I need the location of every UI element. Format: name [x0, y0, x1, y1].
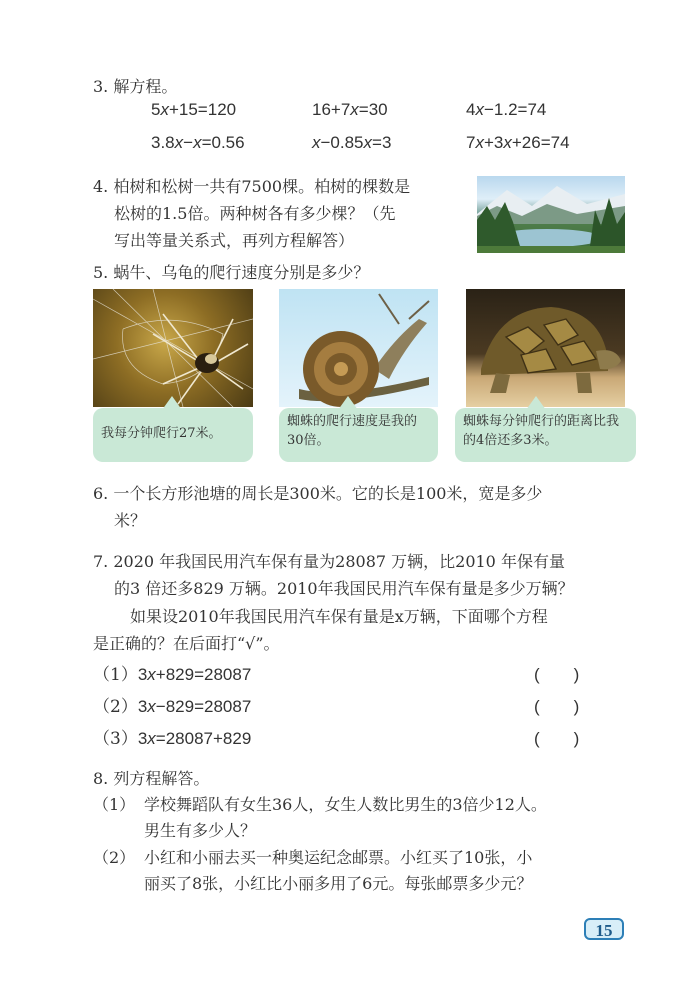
q7-line2: 的3 倍还多829 万辆。2010年我国民用汽车保有量是多少万辆？	[114, 579, 574, 598]
snail-speech-bubble	[93, 408, 253, 462]
q8-part1-number: （1）	[93, 795, 136, 814]
equation-4: 3.8x−x=0.56	[151, 133, 245, 152]
tortoise-speech-bubble	[455, 408, 636, 462]
q3-title: 3. 解方程。	[93, 77, 178, 96]
q4-line1: 4. 柏树和松树一共有7500棵。柏树的棵数是	[93, 177, 411, 196]
q7-option-3: （3）3x=28087+829	[93, 729, 252, 749]
q8-part1-line1: 学校舞蹈队有女生36人，女生人数比男生的3倍少12人。	[144, 795, 547, 814]
q8-part1-line2: 男生有多少人？	[144, 821, 257, 840]
q7-line3: 如果设2010年我国民用汽车保有量是x万辆，下面哪个方程	[130, 607, 548, 626]
q7-answer-blank-2[interactable]: ( )	[534, 697, 580, 716]
q7-line4: 是正确的？在后面打“√”。	[93, 634, 280, 653]
q7-line1: 7. 2020 年我国民用汽车保有量为28087 万辆，比2010 年保有量	[93, 552, 565, 571]
q7-option-1: （1）3x+829=28087	[93, 665, 252, 685]
equation-3: 4x−1.2=74	[466, 100, 547, 119]
q8-part2-number: （2）	[93, 848, 136, 867]
spider-photo	[93, 289, 253, 407]
q7-answer-blank-1[interactable]: ( )	[534, 665, 580, 684]
q6-line2: 米？	[114, 511, 147, 530]
q8-title: 8. 列方程解答。	[93, 769, 210, 788]
q8-part2-line1: 小红和小丽去买一种奥运纪念邮票。小红买了10张，小	[144, 848, 533, 867]
snail-photo	[279, 289, 438, 407]
equation-5: x−0.85x=3	[312, 133, 392, 152]
equation-1: 5x+15=120	[151, 100, 237, 119]
bubble-2-text: 蜘蛛的爬行速度是我的30倍。	[287, 414, 418, 448]
tortoise-photo	[466, 289, 625, 407]
q5-title: 5. 蜗牛、乌龟的爬行速度分别是多少？	[93, 263, 370, 282]
lake-forest-photo	[477, 176, 625, 253]
q4-line3: 写出等量关系式，再列方程解答）	[114, 231, 355, 250]
bubble-1-text: 我每分钟爬行27米。	[101, 426, 222, 441]
snail-speech-bubble-2	[279, 408, 438, 462]
q4-line2: 松树的1.5倍。两种树各有多少棵？（先	[114, 204, 396, 223]
page-number-badge: 15	[584, 918, 624, 940]
q6-line1: 6. 一个长方形池塘的周长是300米。它的长是100米，宽是多少	[93, 484, 543, 503]
q7-answer-blank-3[interactable]: ( )	[534, 729, 580, 748]
equation-6: 7x+3x+26=74	[466, 133, 570, 152]
bubble-3-text: 蜘蛛每分钟爬行的距离比我的4倍还多3米。	[463, 414, 620, 448]
q8-part2-line2: 丽买了8张，小红比小丽多用了6元。每张邮票多少元？	[144, 874, 533, 893]
q7-option-2: （2）3x−829=28087	[93, 697, 252, 717]
equation-2: 16+7x=30	[312, 100, 388, 119]
